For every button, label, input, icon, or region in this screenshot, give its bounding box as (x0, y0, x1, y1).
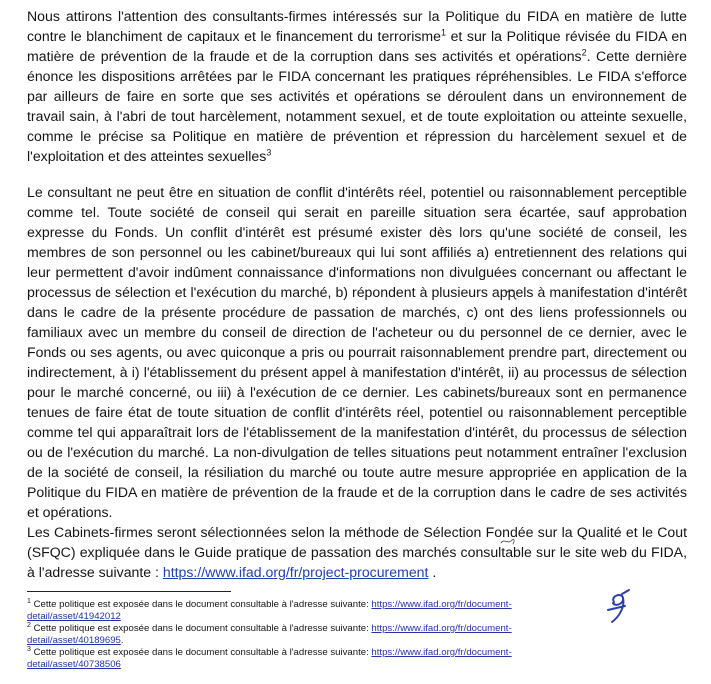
footnote-end: . (120, 634, 124, 646)
footnote-link[interactable]: https://www.ifad.org/fr/document-detail/asset/40189695 (27, 623, 512, 646)
selection-method-text: Les Cabinets-firmes seront sélectionnées selon la méthode de Sélection Fondée sur la Qualité et le Cout (SFQC) expliquée dans le Guide pratique de passation des marchés consultable sur le site web du FIDA, à l'adresse suivante : (27, 524, 687, 580)
footnote-3 (27, 647, 587, 670)
handwritten-scribble-icon (499, 535, 517, 547)
paragraph-conflict-of-interest: Le consultant ne peut être en situation de conflit d'intérêts réel, potentiel ou raisonnablement perceptible comme tel. Toute société de conseil qui serait en pareille situation sera écartée, sauf approbation expresse du Fonds. Un conflit d'intérêt est présumé exister dès lors qu'une société de conseil, les membres de son personnel ou les cabinet/bureaux qui lui sont affiliés a) entretiennent des relations qui leur permettent d'avoir indûment connaissance d'informations non divulguées concernant ou affectant le processus de sélection et l'exécution du marché, b) répondent à plusieurs appels à manifestation d'intérêt dans le cadre de la présente procédure de passation de marchés, c) ont des liens professionnels ou familiaux avec un membre du conseil de direction de l'acheteur ou du personnel de ce dernier, avec le Fonds ou ses agents, ou avec quiconque a pris ou pourrait raisonnablement prendre part, directement ou indirectement, à i) l'établissement du présent appel à manifestation d'intérêt, ii) au processus de sélection pour le marché concerné, ou iii) à l'exécution de ce dernier. Les cabinets/bureaux sont en permanence tenues de faire état de toute situation de conflit d'intérêts réel, potentiel ou raisonnablement perceptible comme tel qui apparaîtrait lors de l'établissement de la manifestation d'intérêt, du processus de sélection ou de l'exécution du marché. La non-divulgation de telles situations peut notamment entraîner l'exclusion de la société de conseil, la résiliation du marché ou toute autre mesure appropriée en application de la Politique du FIDA en matière de prévention de la fraude et de la corruption dans le cadre de ses activités et opérations. (27, 184, 687, 520)
handwritten-check-mark-icon (505, 287, 521, 301)
footnote-text: Cette politique est exposée dans le document consultable à l'adresse suivante: (33, 623, 372, 634)
footnote-ref-3: 3 (266, 147, 272, 158)
footnote-number: 1 (27, 597, 31, 605)
footnote-1 (27, 599, 587, 622)
footnote-separator (27, 591, 231, 592)
procurement-link[interactable]: https://www.ifad.org/fr/project-procurement (162, 564, 429, 580)
footnote-link[interactable]: https://www.ifad.org/fr/document-detail/asset/41942012 (27, 599, 512, 622)
selection-method-end: . (428, 564, 437, 580)
footnote-number: 3 (27, 645, 31, 653)
footnote-ref-2: 2 (581, 47, 587, 58)
paragraph-policies-text-b: et sur la Politique révisée du FIDA en matière de prévention de la fraude et de la corruption dans ses activités et opérations (27, 28, 688, 64)
handwritten-signature-icon (600, 588, 640, 628)
paragraph-policies (27, 6, 687, 166)
footnote-2 (27, 623, 587, 646)
footnote-ref-1: 1 (441, 27, 447, 38)
paragraph-policies-text-c: . Cette dernière énonce les dispositions arrêtées par le FIDA concernant les pratiques répréhensibles. Le FIDA s'efforce par ailleurs de faire en sorte que ses activités et opérations se déroulent dans un environnement de travail sain, à l'abri de tout harcèlement, notamment sexuel, et de toute exploitation ou atteinte sexuelle, comme le précise sa Politique en matière de prévention et répression du harcèlement sexuel et de l'exploitation et des atteintes sexuelles (27, 48, 687, 164)
footnote-text: Cette politique est exposée dans le document consultable à l'adresse suivante: (33, 647, 372, 658)
footnote-text: Cette politique est exposée dans le document consultable à l'adresse suivante: (33, 599, 372, 610)
paragraph-selection-method (27, 522, 687, 582)
footnote-link[interactable]: https://www.ifad.org/fr/document-detail/asset/40738506 (27, 647, 512, 670)
footnote-number: 2 (27, 621, 31, 629)
paragraph-policies-text-a: Nous attirons l'attention des consultants-firmes intéressés sur la Politique du FIDA en matière de lutte contre le blanchiment de capitaux et le financement du terrorisme (27, 8, 687, 44)
